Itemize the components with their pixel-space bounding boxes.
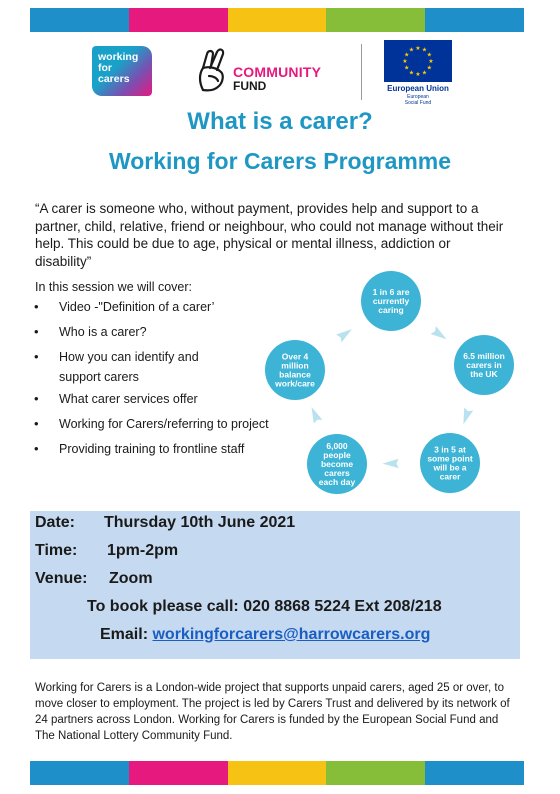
venue-value: Zoom <box>109 570 153 587</box>
session-topics-list <box>30 298 270 465</box>
page-subtitle: Working for Carers Programme <box>108 148 452 174</box>
cycle-arrow-icon <box>383 459 399 468</box>
stripe-segment <box>425 761 524 785</box>
cycle-node-label: become <box>320 459 354 469</box>
eu-star-icon: ★ <box>404 52 410 59</box>
cycle-node-label: caring <box>378 305 404 315</box>
stripe-segment <box>326 8 425 32</box>
cycle-node-label: work/care <box>275 378 315 389</box>
list-item: • Video -"Definition of a carer’ <box>30 298 270 316</box>
stripe-segment <box>228 761 327 785</box>
eu-star-icon: ★ <box>428 59 434 65</box>
cycle-node-label: each day <box>318 477 356 487</box>
list-item: • Providing training to frontline staff <box>30 440 270 458</box>
eu-star-icon: ★ <box>421 47 428 54</box>
list-item: • What carer services offer <box>30 390 270 408</box>
working-for-carers-logo <box>92 46 152 96</box>
date-value: Thursday 10th June 2021 <box>104 514 296 531</box>
list-item: support carers <box>59 370 139 384</box>
session-intro: In this session we will cover: <box>35 280 193 294</box>
eu-star-icon: ★ <box>415 72 421 78</box>
logo-divider <box>361 44 362 100</box>
cycle-arrow-icon <box>312 407 323 424</box>
cycle-arrow-icon <box>463 408 473 425</box>
date-label: Date: <box>35 514 76 531</box>
stripe-segment <box>425 8 524 32</box>
stripe-segment <box>30 761 129 785</box>
venue-label: Venue: <box>35 570 88 587</box>
project-description: Working for Carers is a London-wide project that supports unpaid carers, aged 25 or over, to move closer to employment. The project is led by Carers Trust and delivered by its network of 24 partners across London. Working for Carers is funded by the European Social Fund and The National Lottery Community Fund. <box>35 682 510 742</box>
booking-phone: To book please call: 020 8868 5224 Ext 208/218 <box>87 598 442 615</box>
time-label: Time: <box>35 542 78 559</box>
eu-star-icon: ★ <box>408 70 415 77</box>
cycle-node-label: 1 in 6 are <box>372 287 410 297</box>
community-fund-logo-line-2: FUND <box>233 79 267 93</box>
time-value: 1pm-2pm <box>107 542 179 559</box>
cycle-node-label: carer <box>439 471 461 482</box>
list-item: • Working for Carers/referring to project <box>30 415 270 433</box>
cycle-node-label: 3 in 5 at <box>434 444 466 455</box>
eu-star-icon: ★ <box>426 52 432 59</box>
bottom-color-stripe <box>30 761 524 785</box>
cycle-node-label: 6.5 million <box>463 351 505 361</box>
cycle-node-label: will be a <box>433 462 467 473</box>
cycle-node-label: some point <box>427 453 473 464</box>
cycle-node-label: balance <box>279 369 311 380</box>
stripe-segment <box>326 761 425 785</box>
logo-row <box>0 40 560 106</box>
community-fund-logo-line-1: COMMUNITY <box>233 64 322 80</box>
eu-star-icon: ★ <box>415 46 421 52</box>
eu-flag-icon <box>384 40 452 82</box>
email-label: Email: <box>100 626 149 643</box>
eu-logo-subtitle-line-2: Social Fund <box>404 100 432 106</box>
stripe-segment <box>30 8 129 32</box>
top-color-stripe <box>30 8 524 32</box>
eu-logo-title: European Union <box>387 84 449 93</box>
eu-star-icon: ★ <box>408 47 415 54</box>
cycle-node-label: people <box>323 450 351 460</box>
cycle-node-label: carers <box>324 468 350 478</box>
cycle-node-label: the UK <box>470 369 498 379</box>
carer-facts-cycle-diagram <box>262 270 532 500</box>
page-title: What is a carer? <box>187 108 373 135</box>
stripe-segment <box>129 761 228 785</box>
eu-star-icon: ★ <box>426 65 432 72</box>
eu-logo-subtitle-line-1: European <box>407 94 429 100</box>
cycle-node-label: Over 4 <box>281 351 309 362</box>
wfc-logo-line-2: for <box>98 62 112 74</box>
cycle-node-label: carers in <box>466 360 502 370</box>
crossed-fingers-icon <box>193 46 231 92</box>
cycle-node-label: 6,000 <box>326 441 348 451</box>
wfc-logo-line-3: carers <box>98 73 130 85</box>
wfc-logo-line-1: working <box>98 51 139 63</box>
email-row <box>100 626 430 644</box>
eu-logo-subtitle <box>378 94 458 106</box>
cycle-node-label: currently <box>372 296 410 306</box>
eu-star-icon: ★ <box>421 70 428 77</box>
cycle-arrow-icon <box>336 329 352 342</box>
stripe-segment <box>129 8 228 32</box>
community-fund-logo <box>193 46 353 94</box>
eu-star-icon: ★ <box>404 65 410 72</box>
stripe-segment <box>228 8 327 32</box>
carer-definition-quote: “A carer is someone who, without payment, provides help and support to a partner, child, relative, friend or neighbour, who could not manage without their help. This could be due to age, physical or mental illness, addiction or disability” <box>35 201 504 269</box>
event-info-box <box>30 511 520 659</box>
list-item: • How you can identify and <box>30 348 270 366</box>
cycle-arrow-icon <box>431 326 447 339</box>
email-link[interactable]: workingforcarers@harrowcarers.org <box>152 626 431 643</box>
list-item: • Who is a carer? <box>30 323 270 341</box>
cycle-node-label: million <box>281 360 309 371</box>
eu-star-icon: ★ <box>402 59 408 65</box>
